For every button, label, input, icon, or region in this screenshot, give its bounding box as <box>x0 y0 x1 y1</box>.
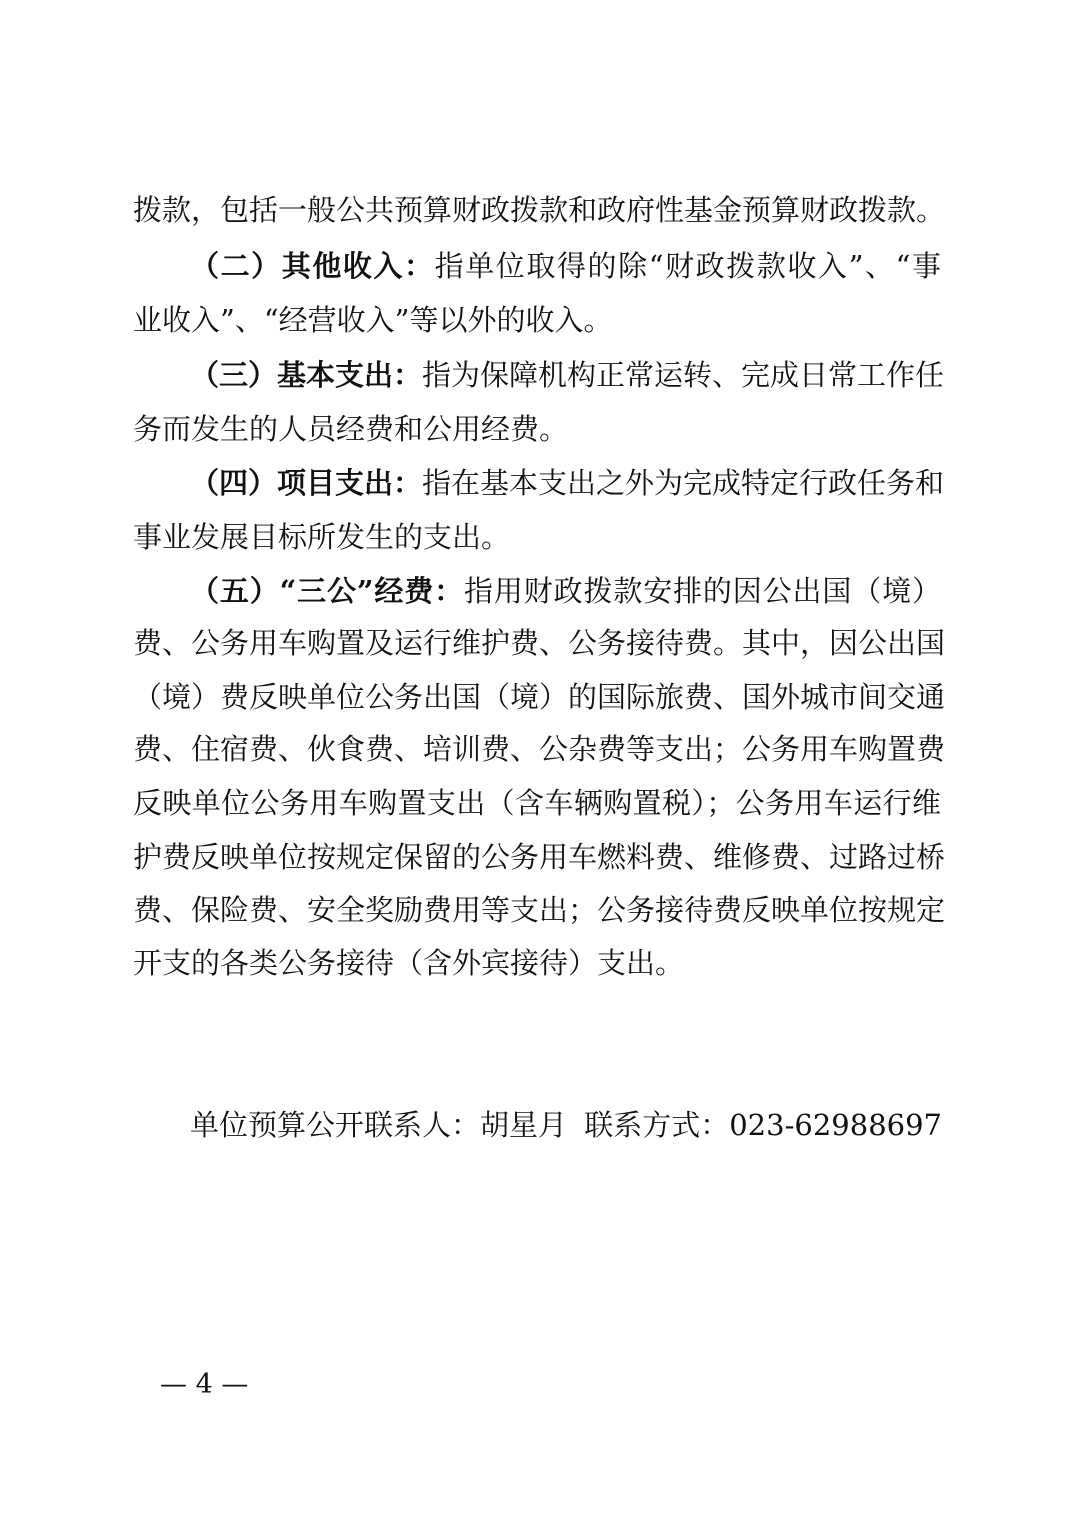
body-line <box>190 564 941 618</box>
body-line: 务而发生的人员经费和公用经费。 <box>133 412 569 446</box>
body-line: 反映单位公务用车购置支出（含车辆购置税）；公务用车运行维 <box>133 786 941 820</box>
body-line: 开支的各类公务接待（含外宾接待）支出。 <box>133 946 685 980</box>
body-text: 指单位取得的除“财政拨款收入”、“事 <box>434 249 941 283</box>
body-line: 拨款，包括一般公共预算财政拨款和政府性基金预算财政拨款。 <box>133 193 946 227</box>
body-line <box>190 348 945 402</box>
body-text: 指为保障机构正常运转、完成日常工作任 <box>422 358 945 392</box>
body-line: 费、住宿费、伙食费、培训费、公杂费等支出；公务用车购置费 <box>133 732 946 766</box>
page-number: — 4 — <box>160 1369 249 1400</box>
section-label: （四）项目支出： <box>190 466 423 500</box>
section-label: （三）基本支出： <box>190 358 423 392</box>
body-text: 指在基本支出之外为完成特定行政任务和 <box>422 466 945 500</box>
contact-person: 单位预算公开联系人：胡星月 <box>190 1108 568 1142</box>
body-line: 业收入”、“经营收入”等以外的收入。 <box>133 303 613 337</box>
contact-line <box>190 1098 942 1152</box>
body-line: 护费反映单位按规定保留的公务用车燃料费、维修费、过路过桥 <box>133 840 946 874</box>
section-label: （二）其他收入： <box>190 249 435 283</box>
body-line <box>190 239 941 293</box>
body-line: 费、保险费、安全奖励费用等支出；公务接待费反映单位按规定 <box>133 893 946 927</box>
body-line: （境）费反映单位公务出国（境）的国际旅费、国外城市间交通 <box>133 680 946 714</box>
body-text: 指用财政拨款安排的因公出国（境） <box>464 574 941 608</box>
body-line: 费、公务用车购置及运行维护费、公务接待费。其中，因公出国 <box>133 626 946 660</box>
body-line <box>190 456 945 510</box>
body-line: 事业发展目标所发生的支出。 <box>133 520 511 554</box>
section-label: （五）“三公”经费： <box>190 574 465 608</box>
contact-phone: 联系方式：023-62988697 <box>584 1108 942 1142</box>
